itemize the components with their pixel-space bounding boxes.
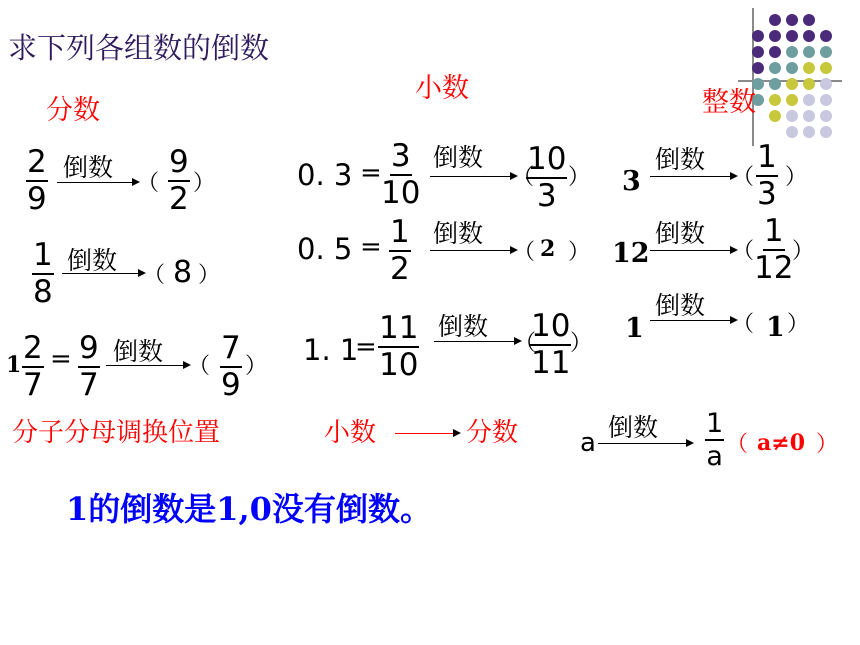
paren-open: （ [188, 354, 211, 379]
decor-dot [752, 30, 764, 42]
arrow [430, 176, 512, 177]
fraction-1-3: $\frac{1}{3}$ [757, 139, 777, 212]
decor-dot [803, 94, 815, 106]
fraction-7-9: $\frac{7}{9}$ [221, 330, 241, 403]
decor-dot [786, 30, 798, 42]
whole-number: 1 [6, 352, 22, 378]
fraction-2-7: $\frac{2}{7}$ [23, 330, 43, 403]
arrow-label: 倒数 [113, 337, 164, 366]
paren-close: ） [568, 240, 591, 265]
paren-open: （ [732, 165, 755, 190]
paren-close: ） [792, 239, 815, 264]
paren-open: （ [732, 239, 755, 264]
paren-open: （ [512, 165, 535, 190]
paren-open: （ [143, 263, 166, 288]
integer-value: 1 [625, 313, 644, 344]
fraction-10-3: $\frac{10}{3}$ [527, 141, 567, 214]
arrow [650, 320, 732, 321]
arrow [106, 365, 185, 366]
fraction-1-12: $\frac{1}{12}$ [754, 213, 794, 286]
paren-close: ） [568, 165, 591, 190]
equals-sign: = [50, 344, 72, 374]
arrow-label: 倒数 [67, 246, 118, 275]
decor-dot [786, 46, 798, 58]
paren-close: ） [816, 432, 839, 457]
paren-close: ） [787, 312, 810, 337]
paren-open: （ [514, 331, 537, 356]
decor-dot [803, 62, 815, 74]
arrow-label: 倒数 [655, 219, 706, 248]
paren-close: ） [198, 263, 221, 288]
decor-dot [769, 110, 781, 122]
decor-dot [820, 62, 832, 74]
decor-dot [769, 30, 781, 42]
fraction-rule: 分子分母调换位置 [12, 418, 221, 448]
decor-dot [786, 14, 798, 26]
fraction-3-10: $\frac{3}{10}$ [381, 138, 421, 211]
reciprocal-2: 2 [540, 236, 556, 262]
decor-vertical-line [752, 8, 754, 146]
decor-dot [769, 78, 781, 90]
integer-value: 3 [622, 166, 641, 197]
fraction-9-7: $\frac{9}{7}$ [79, 330, 99, 403]
decor-dot [820, 46, 832, 58]
decor-dot [820, 110, 832, 122]
category-decimal: 小数 [415, 73, 469, 104]
decor-dot [820, 94, 832, 106]
arrow-label: 倒数 [655, 145, 706, 174]
fraction-11-10: $\frac{11}{10}$ [379, 310, 419, 383]
arrow-label: 倒数 [433, 219, 484, 248]
arrow [650, 250, 732, 251]
decor-dot [786, 78, 798, 90]
decor-dot [769, 62, 781, 74]
red-arrow [395, 433, 455, 434]
conclusion: 1的倒数是1,0没有倒数。 [66, 490, 432, 528]
equals-sign: = [360, 232, 382, 262]
arrow [430, 250, 512, 251]
decor-dot [786, 94, 798, 106]
arrow-label: 倒数 [608, 413, 659, 442]
condition: a≠0 [757, 430, 805, 456]
equals-sign: = [355, 332, 377, 362]
paren-close: ） [245, 354, 268, 379]
decor-dot [820, 30, 832, 42]
arrow [57, 182, 134, 183]
decor-dot [803, 110, 815, 122]
decor-dot [803, 30, 815, 42]
reciprocal-1: 1 [766, 312, 785, 343]
decimal-value: 0. 3 [297, 158, 353, 192]
arrow-label: 倒数 [655, 291, 706, 320]
decimal-value: 1. 1 [303, 333, 359, 367]
paren-close: ） [785, 165, 808, 190]
fraction-2-9: $\frac{2}{9}$ [27, 144, 47, 217]
arrow [434, 341, 516, 342]
decimal-rule-right: 分数 [466, 418, 519, 448]
reciprocal-8: 8 [173, 255, 193, 290]
arrow-label: 倒数 [63, 153, 114, 182]
paren-open: （ [137, 171, 160, 196]
decor-dot [803, 46, 815, 58]
fraction-1-8: $\frac{1}{8}$ [33, 237, 53, 310]
equals-sign: = [360, 158, 382, 188]
paren-open: （ [726, 432, 749, 457]
decimal-rule-left: 小数 [324, 418, 377, 448]
fraction-1-a: $\frac{1}{a}$ [706, 408, 724, 472]
fraction-1-2: $\frac{1}{2}$ [390, 214, 410, 287]
paren-open: （ [513, 240, 536, 265]
arrow [62, 273, 140, 274]
decimal-value: 0. 5 [297, 232, 353, 266]
decor-dot [786, 126, 798, 138]
decor-dot [803, 126, 815, 138]
paren-close: ） [193, 171, 216, 196]
decor-dot [769, 46, 781, 58]
arrow-label: 倒数 [438, 312, 489, 341]
arrow-label: 倒数 [433, 143, 484, 172]
variable-a: a [580, 428, 596, 458]
decor-dot [820, 78, 832, 90]
decor-dot [752, 62, 764, 74]
integer-value: 12 [612, 238, 650, 269]
decor-dot [786, 62, 798, 74]
decor-dot [752, 46, 764, 58]
paren-close: ） [570, 331, 593, 356]
decor-dot [803, 14, 815, 26]
decor-dot [820, 126, 832, 138]
decor-dot [769, 94, 781, 106]
fraction-9-2: $\frac{9}{2}$ [169, 144, 189, 217]
decor-dot [786, 110, 798, 122]
decor-dot [803, 78, 815, 90]
paren-open: （ [732, 312, 755, 337]
arrow [598, 443, 688, 444]
decor-dot [769, 14, 781, 26]
category-fraction: 分数 [46, 95, 100, 126]
category-integer: 整数 [702, 87, 756, 118]
page-title: 求下列各组数的倒数 [8, 31, 270, 65]
fraction-10-11: $\frac{10}{11}$ [531, 308, 571, 381]
arrow [650, 176, 732, 177]
